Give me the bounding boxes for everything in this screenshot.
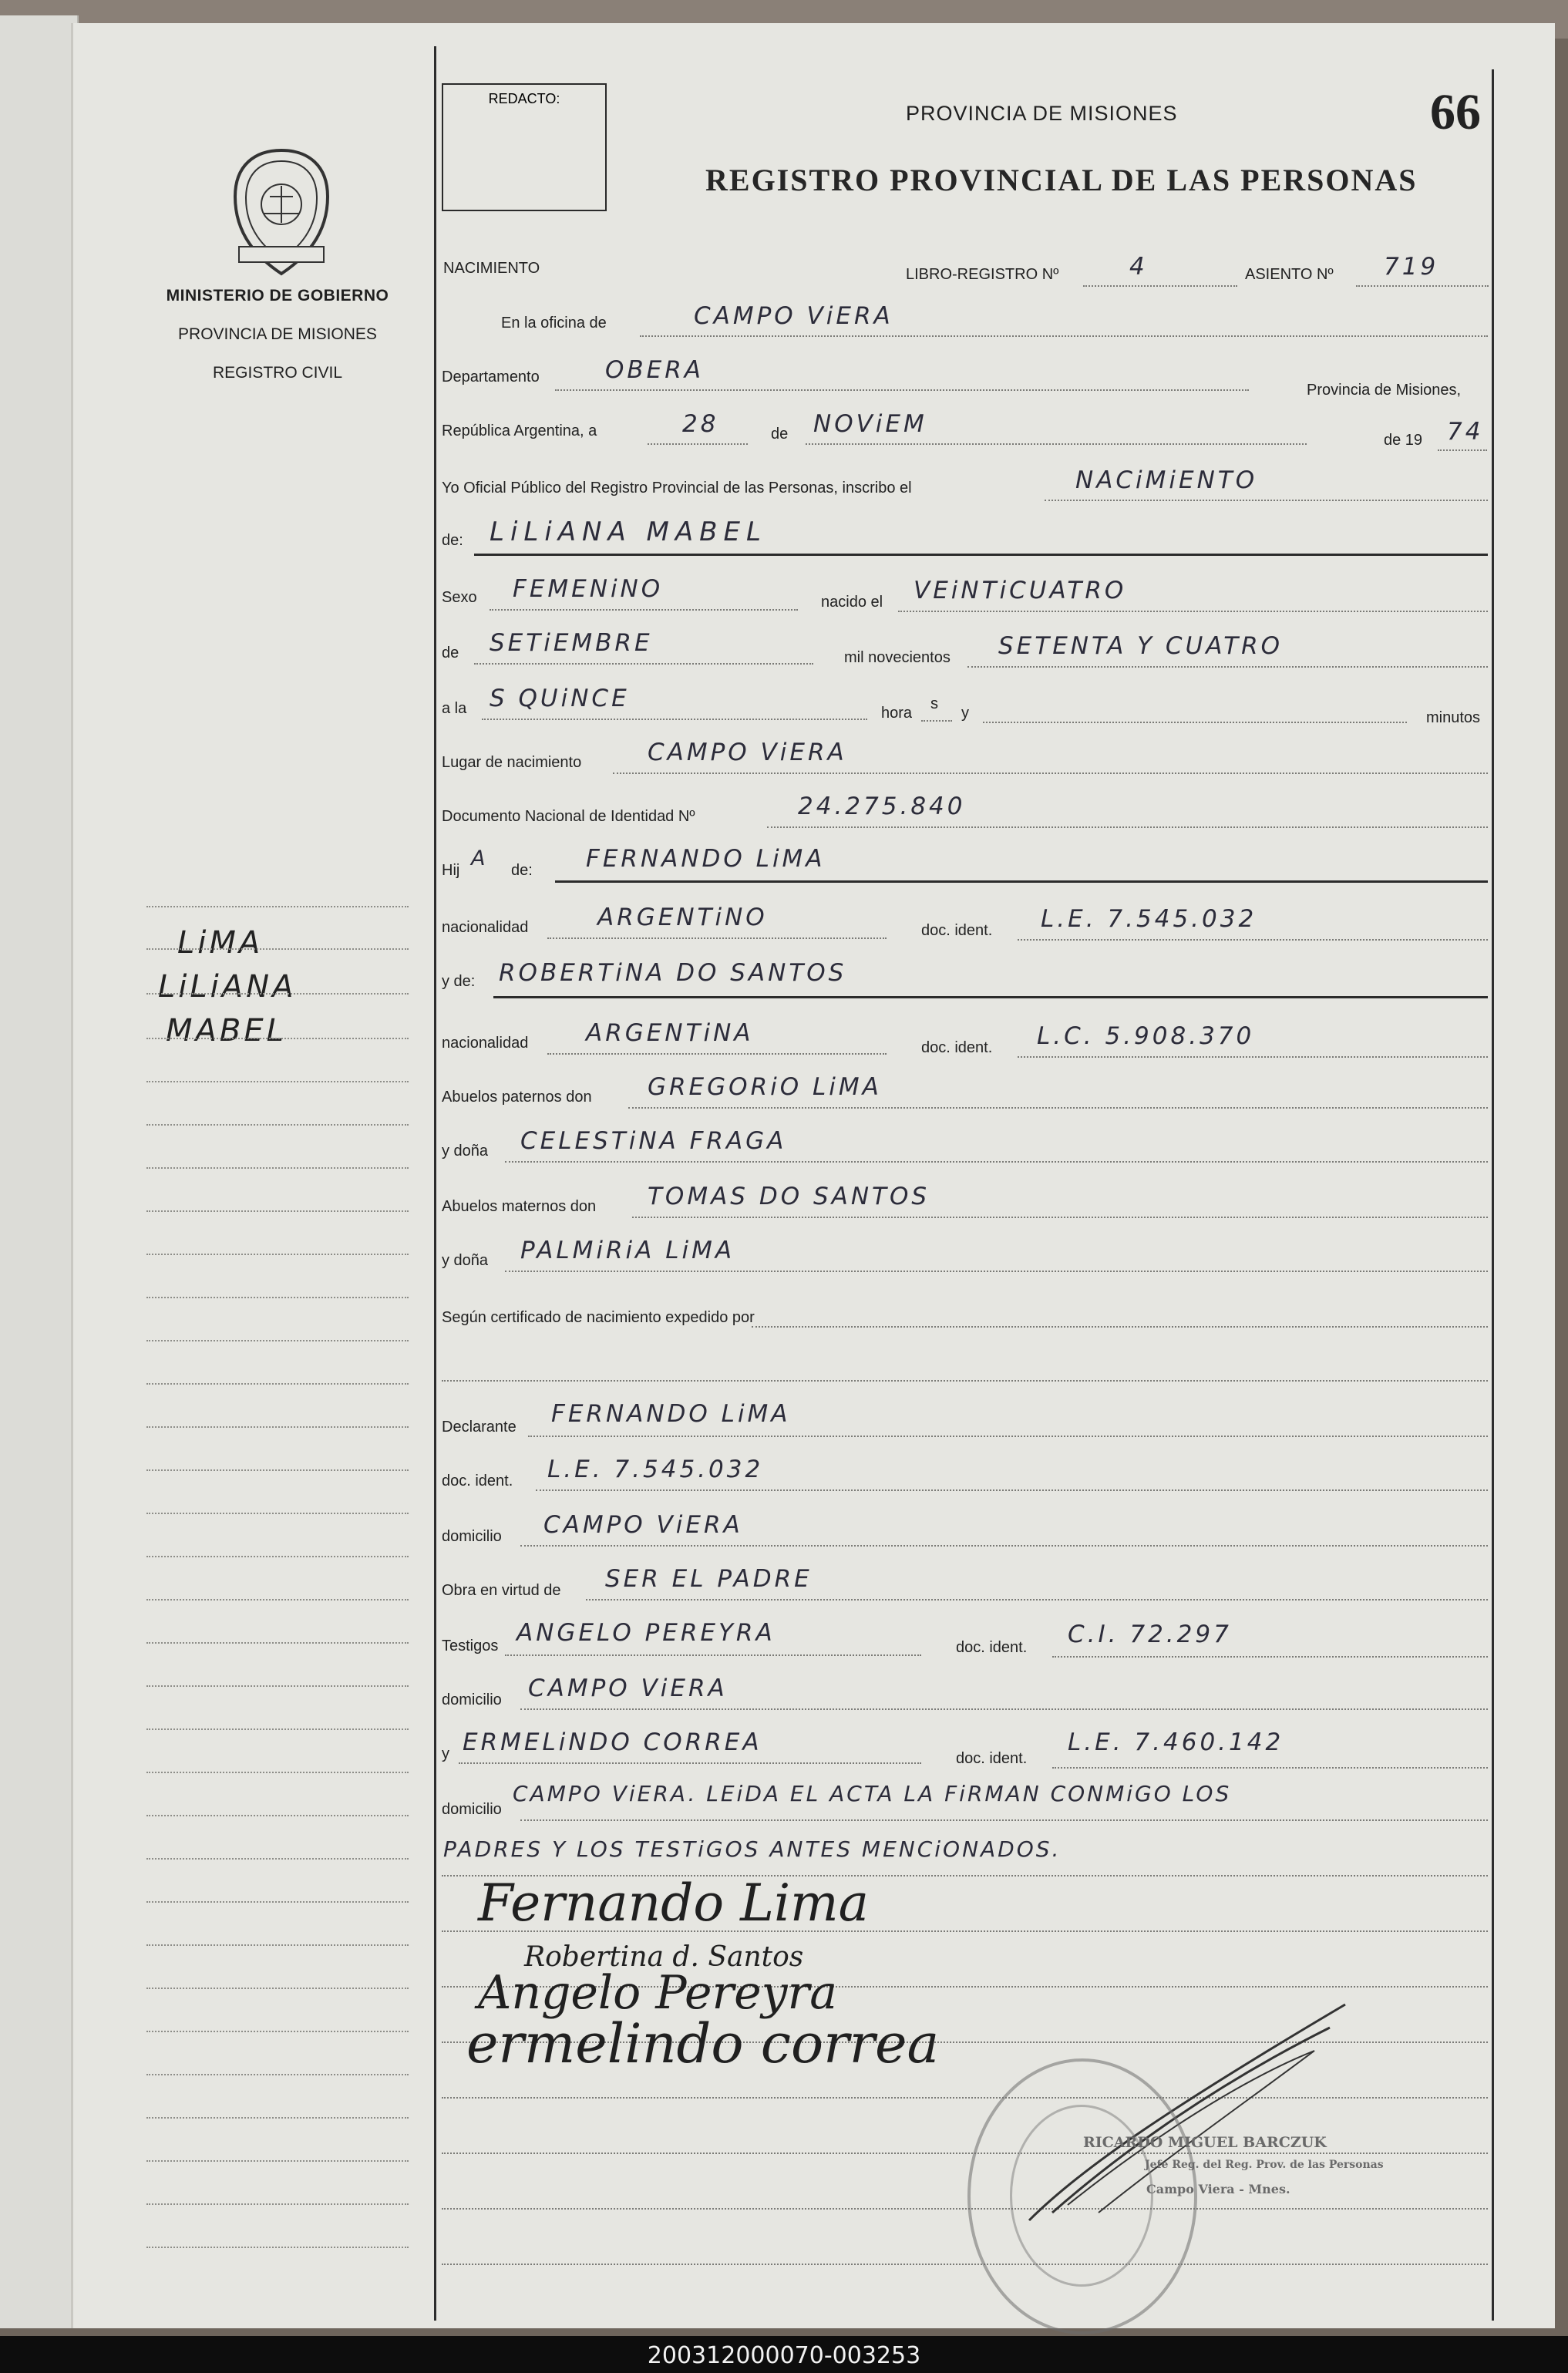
- t2-line: [459, 1762, 921, 1764]
- margin-rule: [146, 1772, 409, 1773]
- yde-label: y de:: [442, 973, 476, 990]
- t1-dom-label: domicilio: [442, 1691, 502, 1708]
- libro-label: LIBRO-REGISTRO Nº: [906, 266, 1059, 283]
- t2-doc-value: L.E. 7.460.142: [1068, 1728, 1284, 1756]
- mes-de-label: de: [771, 426, 789, 443]
- doc-padre-line: [1018, 939, 1488, 941]
- margin-rule: [146, 1469, 409, 1471]
- signature-mother: Robertina d. Santos: [524, 1941, 804, 1973]
- asiento-line: [1356, 285, 1489, 287]
- margin-rule: [146, 1513, 409, 1514]
- inscribo-line: [1045, 500, 1488, 501]
- ab-mat-label: Abuelos maternos don: [442, 1198, 597, 1215]
- margin-rule: [146, 1297, 409, 1298]
- sexo-value: FEMENiNO: [513, 575, 664, 603]
- nac-padre-value: ARGENTiNO: [597, 904, 768, 931]
- provincia-suffix: Provincia de Misiones,: [1307, 382, 1462, 399]
- ab-pat2-line: [505, 1161, 1488, 1163]
- margin-rule: [146, 1038, 409, 1039]
- y-label: y: [961, 705, 969, 722]
- mes-line: [806, 443, 1307, 445]
- libro-line: [1083, 285, 1237, 287]
- minutos-label: minutos: [1426, 709, 1481, 726]
- mes-nac-line: [474, 663, 813, 665]
- margin-rule: [146, 1340, 409, 1341]
- doc-padre-value: L.E. 7.545.032: [1041, 905, 1257, 933]
- margin-rule: [146, 993, 409, 995]
- padre-de-label: de:: [511, 862, 533, 879]
- civil-registry-label: REGISTRO CIVIL: [212, 364, 343, 382]
- libro-value: 4: [1129, 253, 1148, 281]
- anio-nac-line: [967, 666, 1488, 668]
- margin-rule: [146, 1728, 409, 1730]
- dni-line: [767, 826, 1488, 828]
- stamp-name: RICARDO MIGUEL BARCZUK: [1083, 2134, 1327, 2151]
- margin-rule: [146, 1815, 409, 1816]
- stamp-role: Jefe Reg. del Reg. Prov. de las Personas: [1145, 2159, 1384, 2171]
- madre-value: ROBERTiNA DO SANTOS: [499, 959, 847, 987]
- anio-line: [1438, 449, 1487, 451]
- ministry-label: MINISTERIO DE GOBIERNO: [166, 287, 389, 305]
- t2-value: ERMELiNDO CORREA: [463, 1728, 762, 1756]
- asiento-value: 719: [1384, 253, 1439, 281]
- margin-rule: [146, 2203, 409, 2205]
- nac-madre-line: [547, 1053, 887, 1055]
- margin-rule: [146, 2074, 409, 2075]
- nac-madre-value: ARGENTiNA: [586, 1019, 754, 1047]
- obra-line: [586, 1599, 1488, 1601]
- margin-rule: [146, 1599, 409, 1601]
- doc-madre-label: doc. ident.: [921, 1039, 993, 1056]
- margin-rule: [146, 1944, 409, 1946]
- mes-nac-value: SETiEMBRE: [490, 629, 653, 657]
- t1-doc-label: doc. ident.: [956, 1639, 1028, 1656]
- t1-doc-line: [1052, 1656, 1488, 1658]
- ab-pat-line: [628, 1107, 1488, 1109]
- t2-dom-label: domicilio: [442, 1801, 502, 1818]
- dni-value: 24.275.840: [798, 793, 966, 820]
- stamp-place: Campo Viera - Mnes.: [1146, 2182, 1290, 2196]
- ala-label: a la: [442, 700, 467, 717]
- nac-madre-label: nacionalidad: [442, 1035, 529, 1052]
- obra-label: Obra en virtud de: [442, 1582, 561, 1599]
- margin-rule: [146, 1254, 409, 1255]
- image-caption: 200312000070-003253: [647, 2342, 921, 2369]
- anio-nac-value: SETENTA Y CUATRO: [998, 632, 1284, 660]
- t2-dom-value: CAMPO ViERA. LEiDA EL ACTA LA FiRMAN CONMiGO LOS: [513, 1781, 1232, 1806]
- lugar-value: CAMPO ViERA: [648, 739, 847, 766]
- signature-line: [442, 2264, 1488, 2265]
- margin-divider: [434, 46, 436, 2321]
- oficina-line: [640, 335, 1488, 337]
- t1-line: [505, 1654, 921, 1656]
- registry-seal-inner: [1010, 2105, 1153, 2287]
- decl-doc-value: L.E. 7.545.032: [547, 1456, 764, 1483]
- cert-line-2: [442, 1380, 1488, 1382]
- margin-rule: [146, 1642, 409, 1644]
- hij-suffix: A: [471, 847, 489, 870]
- nacimiento-label: NACIMIENTO: [443, 260, 540, 277]
- margin-rule: [146, 1685, 409, 1687]
- departamento-line: [555, 389, 1249, 391]
- declarante-line: [528, 1436, 1488, 1437]
- declarante-label: Declarante: [442, 1419, 516, 1436]
- t1-dom-value: CAMPO ViERA: [528, 1675, 728, 1702]
- signature-father: Fernando Lima: [478, 1873, 869, 1933]
- hora-s-line: [921, 720, 952, 722]
- margin-rule: [146, 2117, 409, 2119]
- inscribo-value: NACiMiENTO: [1075, 466, 1258, 494]
- declarante-value: FERNANDO LiMA: [551, 1400, 791, 1428]
- nombre-value: LiLiANA MABEL: [490, 517, 767, 547]
- ab-mat2-label: y doña: [442, 1252, 489, 1269]
- oficial-label: Yo Oficial Público del Registro Provincial de las Personas, inscribo el: [442, 480, 912, 496]
- nacido-label: nacido el: [821, 594, 883, 611]
- signature-witness-2: ermelindo correa: [466, 2012, 940, 2075]
- margin-rule: [146, 1124, 409, 1126]
- margin-rule: [146, 948, 409, 950]
- closing-value: PADRES Y LOS TESTiGOS ANTES MENCiONADOS.: [443, 1836, 1062, 1862]
- nac-padre-label: nacionalidad: [442, 919, 529, 936]
- ab-mat-value: TOMAS DO SANTOS: [648, 1183, 930, 1210]
- cert-line: [752, 1326, 1488, 1328]
- signature-witness-1: Angelo Pereyra: [478, 1966, 837, 2020]
- ab-pat2-label: y doña: [442, 1143, 489, 1160]
- dia-line: [648, 443, 748, 445]
- sexo-line: [490, 609, 798, 611]
- page-number: 66: [1430, 84, 1481, 140]
- ab-mat2-line: [505, 1271, 1488, 1272]
- register-page: [71, 23, 1555, 2328]
- margin-surname: LiMA: [177, 925, 264, 961]
- margin-rule: [146, 1988, 409, 1989]
- margin-province-label: PROVINCIA DE MISIONES: [178, 325, 377, 343]
- padre-value: FERNANDO LiMA: [586, 845, 826, 873]
- margin-rule: [146, 2247, 409, 2248]
- margin-rule: [146, 1901, 409, 1903]
- t1-dom-line: [520, 1708, 1488, 1710]
- ab-pat-label: Abuelos paternos don: [442, 1089, 592, 1106]
- margin-rule: [146, 1556, 409, 1557]
- ab-mat2-value: PALMiRiA LiMA: [520, 1237, 735, 1264]
- margin-middlename: MABEL: [166, 1013, 287, 1048]
- lugar-line: [613, 772, 1488, 774]
- decl-dom-label: domicilio: [442, 1528, 502, 1545]
- margin-rule: [146, 1858, 409, 1860]
- margin-column: [73, 23, 436, 2328]
- madre-line: [493, 996, 1488, 998]
- sexo-label: Sexo: [442, 589, 477, 606]
- facing-page: [0, 15, 79, 2328]
- cert-label: Según certificado de nacimiento expedido por: [442, 1309, 755, 1326]
- testigos-label: Testigos: [442, 1638, 499, 1654]
- doc-madre-value: L.C. 5.908.370: [1037, 1022, 1255, 1050]
- margin-rule: [146, 906, 409, 907]
- margin-rule: [146, 2031, 409, 2032]
- nombre-line: [474, 554, 1488, 556]
- margin-rule: [146, 2160, 409, 2162]
- t1-doc-value: C.I. 72.297: [1068, 1621, 1232, 1648]
- y2-label: y: [442, 1745, 449, 1762]
- anio-value: 74: [1447, 418, 1484, 446]
- margin-rule: [146, 1383, 409, 1385]
- nac-padre-line: [547, 937, 887, 939]
- registry-title: REGISTRO PROVINCIAL DE LAS PERSONAS: [705, 163, 1418, 197]
- ab-mat-line: [632, 1217, 1488, 1218]
- obra-value: SER EL PADRE: [605, 1565, 813, 1593]
- decl-doc-label: doc. ident.: [442, 1473, 513, 1489]
- asiento-label: ASIENTO Nº: [1245, 266, 1334, 283]
- hora-line: [482, 719, 867, 720]
- hij-label: Hij: [442, 862, 460, 879]
- decl-doc-line: [536, 1489, 1488, 1491]
- padre-line: [555, 880, 1488, 883]
- mes-nac-de-label: de: [442, 645, 459, 661]
- t1-value: ANGELO PEREYRA: [516, 1619, 776, 1647]
- dni-label: Documento Nacional de Identidad Nº: [442, 808, 695, 825]
- margin-rule: [146, 1426, 409, 1428]
- right-border: [1492, 69, 1494, 2321]
- margin-rule: [146, 1081, 409, 1082]
- anio-label: de 19: [1384, 432, 1423, 449]
- province-crest-icon: [224, 143, 339, 281]
- lugar-label: Lugar de nacimiento: [442, 754, 582, 771]
- departamento-label: Departamento: [442, 369, 540, 385]
- mes-value: NOViEM: [813, 410, 927, 438]
- minutos-line: [983, 722, 1407, 723]
- redacto-box: [442, 83, 607, 211]
- oficina-value: CAMPO ViERA: [694, 302, 893, 330]
- province-heading: PROVINCIA DE MISIONES: [906, 102, 1178, 125]
- decl-dom-line: [520, 1545, 1488, 1547]
- oficina-label: En la oficina de: [501, 315, 607, 332]
- mil-label: mil novecientos: [844, 649, 951, 666]
- t2-doc-line: [1052, 1767, 1488, 1769]
- ab-pat-value: GREGORiO LiMA: [648, 1073, 882, 1101]
- dia-value: 28: [682, 410, 719, 438]
- doc-padre-label: doc. ident.: [921, 922, 993, 939]
- departamento-value: OBERA: [605, 356, 705, 384]
- redacto-label: REDACTO:: [488, 91, 560, 106]
- hora-s-value: s: [930, 695, 938, 712]
- nacido-value: VEiNTiCUATRO: [914, 577, 1127, 604]
- doc-madre-line: [1018, 1056, 1488, 1058]
- decl-dom-value: CAMPO ViERA: [543, 1511, 743, 1539]
- t2-doc-label: doc. ident.: [956, 1750, 1028, 1767]
- hora-label: hora: [881, 705, 913, 722]
- margin-firstname: LiLiANA: [158, 969, 297, 1005]
- de-colon-label: de:: [442, 532, 463, 549]
- republica-label: República Argentina, a: [442, 422, 597, 439]
- t2-dom-line: [520, 1819, 1488, 1821]
- margin-rule: [146, 1167, 409, 1169]
- nacido-line: [898, 611, 1488, 612]
- ab-pat2-value: CELESTiNA FRAGA: [520, 1127, 787, 1155]
- hora-value: S QUiNCE: [490, 685, 630, 712]
- margin-rule: [146, 1210, 409, 1212]
